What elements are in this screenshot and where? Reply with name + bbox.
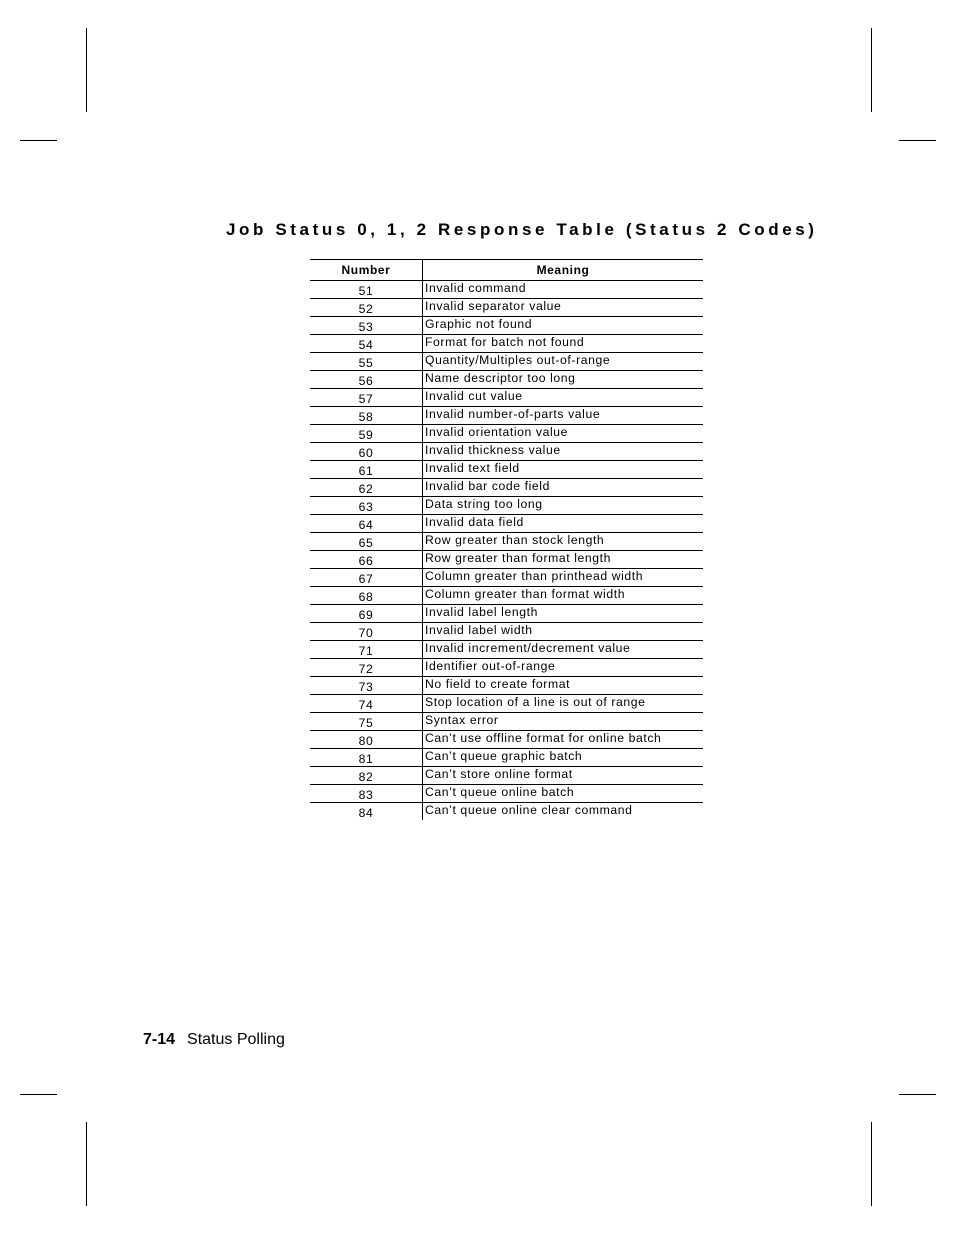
status-code-meaning: Invalid thickness value — [423, 443, 704, 461]
table-row — [310, 443, 703, 461]
table-row — [310, 425, 703, 443]
status-code-meaning: Invalid increment/decrement value — [423, 641, 704, 659]
status-code-number: 72 — [310, 659, 423, 677]
table-row — [310, 479, 703, 497]
status-code-meaning: Invalid label length — [423, 605, 704, 623]
status-code-meaning: Invalid data field — [423, 515, 704, 533]
table-row — [310, 281, 703, 299]
status-code-meaning: Invalid command — [423, 281, 704, 299]
table-row — [310, 515, 703, 533]
page-number: 7-14 — [143, 1031, 176, 1048]
table-row — [310, 335, 703, 353]
table-row — [310, 299, 703, 317]
status-code-number: 67 — [310, 569, 423, 587]
table-row — [310, 785, 703, 803]
status-code-meaning: Name descriptor too long — [423, 371, 704, 389]
status-code-meaning: Column greater than printhead width — [423, 569, 704, 587]
table-row — [310, 713, 703, 731]
table-row — [310, 749, 703, 767]
status-code-table — [310, 259, 703, 820]
crop-mark-top-right-horizontal — [899, 140, 936, 141]
status-code-meaning: Can’t use offline format for online batch — [423, 731, 704, 749]
status-code-number: 54 — [310, 335, 423, 353]
status-code-number: 69 — [310, 605, 423, 623]
status-code-number: 82 — [310, 767, 423, 785]
status-code-meaning: Format for batch not found — [423, 335, 704, 353]
table-row — [310, 389, 703, 407]
status-code-meaning: Can’t queue online clear command — [425, 803, 633, 817]
table-row — [310, 623, 703, 641]
status-code-meaning: Row greater than stock length — [423, 533, 704, 551]
table-row — [310, 353, 703, 371]
status-code-meaning: Invalid orientation value — [423, 425, 704, 443]
crop-mark-bottom-right-vertical — [871, 1122, 872, 1206]
status-code-meaning: Syntax error — [423, 713, 704, 731]
status-code-meaning: Column greater than format width — [423, 587, 704, 605]
table-body — [310, 281, 703, 821]
status-code-meaning: Quantity/Multiples out-of-range — [423, 353, 704, 371]
table-row — [310, 641, 703, 659]
status-code-meaning: Can’t queue graphic batch — [423, 749, 704, 767]
table-row — [310, 659, 703, 677]
status-code-number: 60 — [310, 443, 423, 461]
crop-mark-bottom-left-horizontal — [20, 1094, 57, 1095]
table-header-row — [310, 260, 703, 281]
status-code-number: 57 — [310, 389, 423, 407]
status-code-number: 51 — [310, 281, 423, 299]
status-code-meaning: Stop location of a line is out of range — [423, 695, 704, 713]
crop-mark-top-left-horizontal — [20, 140, 57, 141]
crop-mark-top-right-vertical — [871, 28, 872, 112]
status-code-number: 53 — [310, 317, 423, 335]
status-code-number: 64 — [310, 515, 423, 533]
status-code-number: 65 — [310, 533, 423, 551]
status-code-number: 58 — [310, 407, 423, 425]
status-code-meaning: Invalid bar code field — [423, 479, 704, 497]
table-row — [310, 677, 703, 695]
status-code-number: 56 — [310, 371, 423, 389]
table-row — [310, 587, 703, 605]
crop-mark-bottom-right-horizontal — [899, 1094, 936, 1095]
status-code-number: 59 — [310, 425, 423, 443]
status-code-meaning: Graphic not found — [423, 317, 704, 335]
status-code-number: 61 — [310, 461, 423, 479]
status-code-number: 71 — [310, 641, 423, 659]
crop-mark-top-left-vertical — [86, 28, 87, 112]
status-code-number: 83 — [310, 785, 423, 803]
table-row — [310, 407, 703, 425]
table-row — [310, 605, 703, 623]
table-row — [310, 461, 703, 479]
table-row — [310, 551, 703, 569]
status-code-number: 63 — [310, 497, 423, 515]
status-code-number: 81 — [310, 749, 423, 767]
table-row — [310, 695, 703, 713]
table-row — [310, 533, 703, 551]
section-name: Status Polling — [187, 1031, 285, 1048]
page-footer — [143, 1031, 285, 1049]
status-code-meaning: Invalid number-of-parts value — [423, 407, 704, 425]
crop-mark-bottom-left-vertical — [86, 1122, 87, 1206]
status-code-meaning: Invalid text field — [423, 461, 704, 479]
status-code-number: 62 — [310, 479, 423, 497]
table-row — [310, 371, 703, 389]
status-code-meaning: Identifier out-of-range — [423, 659, 704, 677]
status-code-number: 73 — [310, 677, 423, 695]
status-code-number: 52 — [310, 299, 423, 317]
status-code-meaning: Invalid separator value — [423, 299, 704, 317]
status-code-number: 84 — [310, 803, 423, 821]
table-row — [310, 569, 703, 587]
status-code-number: 75 — [310, 713, 423, 731]
table-row — [310, 731, 703, 749]
status-code-meaning: Invalid label width — [423, 623, 704, 641]
status-code-number: 74 — [310, 695, 423, 713]
page-title: Job Status 0, 1, 2 Response Table (Status 2 Codes) — [226, 220, 818, 239]
column-header-meaning: Meaning — [423, 260, 704, 281]
column-header-number: Number — [310, 260, 423, 281]
table-row — [310, 803, 703, 821]
status-code-meaning: Data string too long — [423, 497, 704, 515]
status-code-meaning: Row greater than format length — [423, 551, 704, 569]
status-code-number: 68 — [310, 587, 423, 605]
status-code-number: 66 — [310, 551, 423, 569]
status-code-number: 70 — [310, 623, 423, 641]
table-row — [310, 317, 703, 335]
status-code-number: 55 — [310, 353, 423, 371]
status-code-meaning: Can’t store online format — [423, 767, 704, 785]
status-code-meaning: Invalid cut value — [423, 389, 704, 407]
status-code-meaning: No field to create format — [423, 677, 704, 695]
status-code-number: 80 — [310, 731, 423, 749]
table-row — [310, 767, 703, 785]
status-code-meaning: Can’t queue online batch — [423, 785, 704, 803]
table-row — [310, 497, 703, 515]
